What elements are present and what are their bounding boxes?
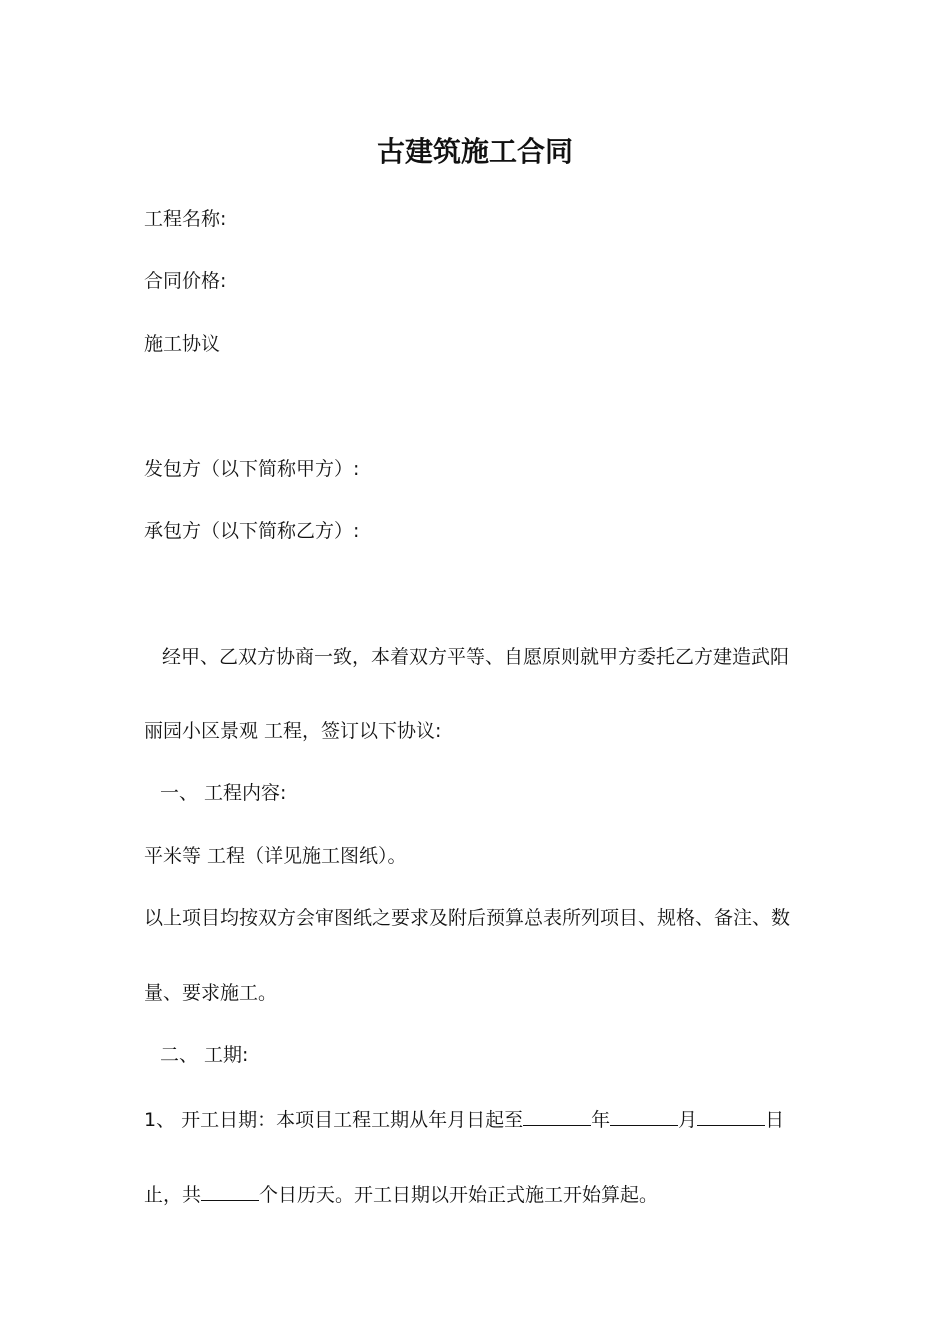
section-1-line-1: 平米等 工程（详见施工图纸）。 — [144, 845, 407, 867]
item-1-day-label: 日 — [765, 1109, 785, 1131]
item-1-duration-line — [144, 1180, 658, 1208]
item-1-year-label: 年 — [591, 1109, 611, 1131]
project-name-label: 工程名称: — [144, 208, 227, 230]
month-blank — [610, 1105, 678, 1126]
contract-price-label: 合同价格: — [144, 270, 227, 292]
item-1-prefix: 1、 开工日期：本项目工程工期从年月日起至 — [144, 1109, 524, 1131]
item-1-month-label: 月 — [678, 1109, 698, 1131]
item-1-start-date-line — [144, 1105, 784, 1133]
party-b-label: 承包方（以下简称乙方）: — [144, 520, 360, 542]
year-blank — [523, 1105, 591, 1126]
section-1-line-2a: 以上项目均按双方会审图纸之要求及附后预算总表所列项目、规格、备注、数 — [144, 907, 791, 929]
item-1-line2-suffix: 个日历天。开工日期以开始正式施工开始算起。 — [259, 1184, 659, 1206]
intro-paragraph-line-2: 丽园小区景观 工程，签订以下协议: — [144, 720, 442, 742]
days-blank — [201, 1180, 259, 1201]
section-1-line-2b: 量、要求施工。 — [144, 982, 278, 1004]
document-title: 古建筑施工合同 — [376, 135, 573, 168]
section-2-heading: 二、 工期: — [160, 1044, 249, 1066]
item-1-line2-prefix: 止，共 — [144, 1184, 202, 1206]
section-1-heading: 一、 工程内容: — [160, 782, 287, 804]
party-a-label: 发包方（以下简称甲方）: — [144, 458, 360, 480]
intro-paragraph-line-1: 经甲、乙双方协商一致，本着双方平等、自愿原则就甲方委托乙方建造武阳 — [162, 646, 790, 668]
agreement-heading: 施工协议 — [144, 333, 221, 355]
day-blank — [697, 1105, 765, 1126]
